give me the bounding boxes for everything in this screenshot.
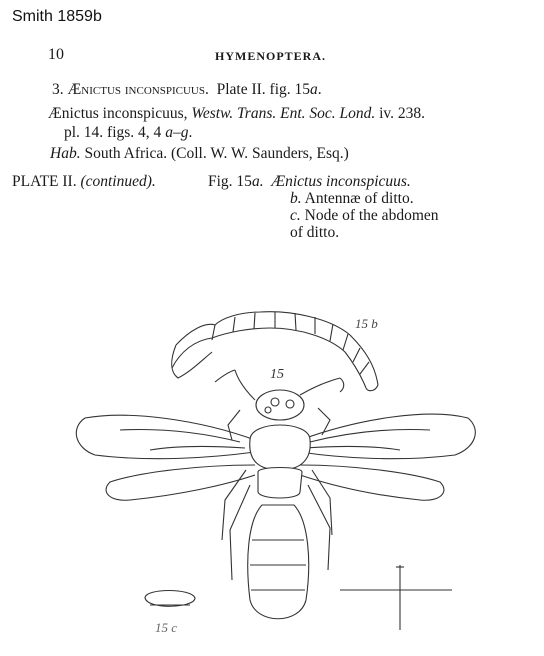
figure-caption: Smith 1859b [12, 8, 102, 25]
synonym-volume: iv. 238. [379, 105, 426, 122]
label-15b: 15 b [355, 316, 378, 331]
scale-cross [340, 565, 452, 630]
plate-reference: Plate II. fig. 15a. [216, 81, 322, 98]
entry-number: 3. [52, 81, 64, 98]
plate-fig-c-cont: of ditto. [290, 224, 340, 241]
node-drawing [145, 591, 195, 607]
habitat-text: South Africa. (Coll. W. W. Saunders, Esq.) [84, 145, 349, 162]
abdomen-drawing [248, 505, 309, 619]
plate-title: PLATE II. (continued). [12, 173, 156, 190]
synonym-authority: Westw. Trans. Ent. Soc. Lond. [191, 105, 376, 122]
plate-fig-b: b. Antennæ of ditto. [290, 190, 414, 207]
running-head: HYMENOPTERA. [215, 49, 326, 63]
habitat-label: Hab. [50, 145, 81, 162]
plate-fig-c: c. Node of the abdomen [290, 207, 439, 224]
label-15a: 15 [270, 367, 284, 382]
plate-fig-line: Fig. 15a. Ænictus inconspicuus. [208, 173, 411, 190]
label-15c: 15 c [155, 620, 178, 635]
synonym-name: Ænictus inconspicuus, [48, 105, 188, 122]
species-name: Ænictus inconspicuus. [67, 81, 209, 98]
synonymy-line-2: pl. 14. figs. 4, 4 a–g. [64, 124, 193, 141]
page-number: 10 [48, 46, 64, 63]
